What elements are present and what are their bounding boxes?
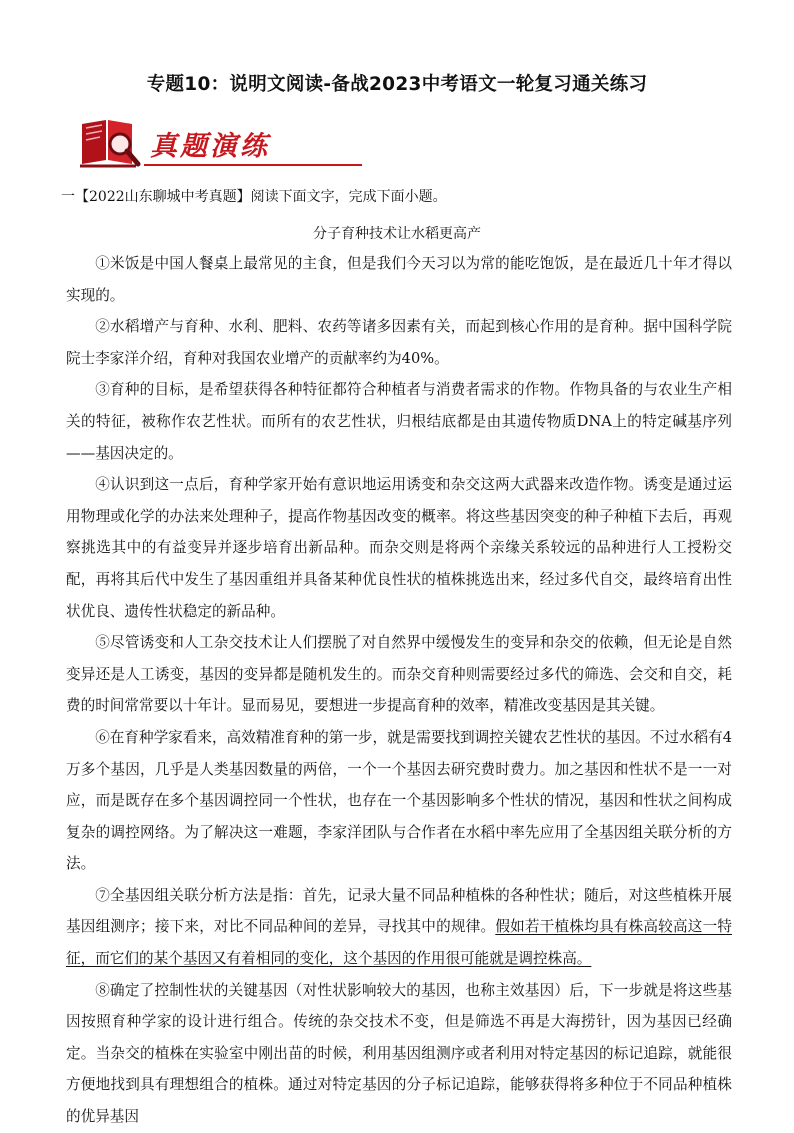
- paragraph-3: ③育种的目标，是希望获得各种特征都符合种植者与消费者需求的作物。作物具备的与农业生产相关的特征，被称作农艺性状。而所有的农艺性状，归根结底都是由其遗传物质DNA上的特定碱基序列——基因决定的。: [66, 381, 732, 462]
- paragraph-6: ⑥在育种学家看来，高效精准育种的第一步，就是需要找到调控关键农艺性状的基因。不过水稻有4万多个基因，几乎是人类基因数量的两倍，一个一个基因去研究费时费力。加之基因和性状不是一一对应，而是既存在多个基因调控同一个性状，也存在一个基因影响多个性状的情况，基因和性状之间构成复杂的调控网络。为了解决这一难题，李家洋团队与合作者在水稻中率先应用了全基因组关联分析的方法。: [66, 728, 733, 873]
- section-banner: [78, 116, 288, 170]
- page-title: 专题10：说明文阅读-备战2023中考语文一轮复习通关练习: [146, 74, 648, 95]
- paragraph-1: ①米饭是中国人餐桌上最常见的主食，但是我们今天习以为常的能吃饱饭，是在最近几十年才得以实现的。: [66, 255, 732, 304]
- banner-title: 真题演练: [150, 131, 270, 162]
- book-magnifier-icon: [78, 116, 144, 170]
- paragraph-7: [66, 880, 732, 975]
- underlined-sentence: 假如若干植株均具有株高较高这一特征，而它们的某个基因又有着相同的变化，这个基因的作用很可能就是调控株高。: [66, 918, 732, 968]
- paragraph-7-text: ⑦全基因组关联分析方法是指：首先，记录大量不同品种植株的各种性状；随后，对这些植株开展基因组测序；接下来，对比不同品种间的差异，寻找其中的规律。: [66, 886, 732, 936]
- paragraph-5: ⑤尽管诱变和人工杂交技术让人们摆脱了对自然界中缓慢发生的变异和杂交的依赖，但无论是自然变异还是人工诱变，基因的变异都是随机发生的。而杂交育种则需要经过多代的筛选、会交和自交，耗费的时间常常要以十年计。显而易见，要想进一步提高育种的效率，精准改变基因是其关键。: [66, 634, 732, 715]
- paragraph-2: ②水稻增产与育种、水利、肥料、农药等诸多因素有关，而起到核心作用的是育种。据中国科学院院士李家洋介绍，育种对我国农业增产的贡献率约为40%。: [66, 318, 732, 367]
- banner-underline: [144, 164, 362, 166]
- passage-title: 分子育种技术让水稻更高产: [313, 226, 481, 242]
- paragraph-4: ④认识到这一点后，育种学家开始有意识地运用诱变和杂交这两大武器来改造作物。诱变是通过运用物理或化学的办法来处理种子，提高作物基因改变的概率。将这些基因突变的种子种植下去后，再观察挑选其中的有益变异并逐步培育出新品种。而杂交则是将两个亲缘关系较远的品种进行人工授粉交配，再将其后代中发生了基因重组并具备某种优良性状的植株挑选出来，经过多代自交，最终培育出性状优良、遗传性状稳定的新品种。: [66, 476, 732, 620]
- paragraph-8: ⑧确定了控制性状的关键基因（对性状影响较大的基因，也称主效基因）后，下一步就是将这些基因按照育种学家的设计进行组合。传统的杂交技术不变，但是筛选不再是大海捞针，因为基因已经确定。当杂交的植株在实验室中刚出苗的时候，利用基因组测序或者利用对特定基因的标记追踪，就能很方便地找到具有理想组合的植株。通过对特定基因的分子标记追踪，能够获得将多种位于不同品种植株的优异基因: [66, 981, 732, 1126]
- question-intro: 一【2022山东聊城中考真题】阅读下面文字，完成下面小题。: [61, 189, 447, 205]
- passage-body: [66, 248, 732, 1133]
